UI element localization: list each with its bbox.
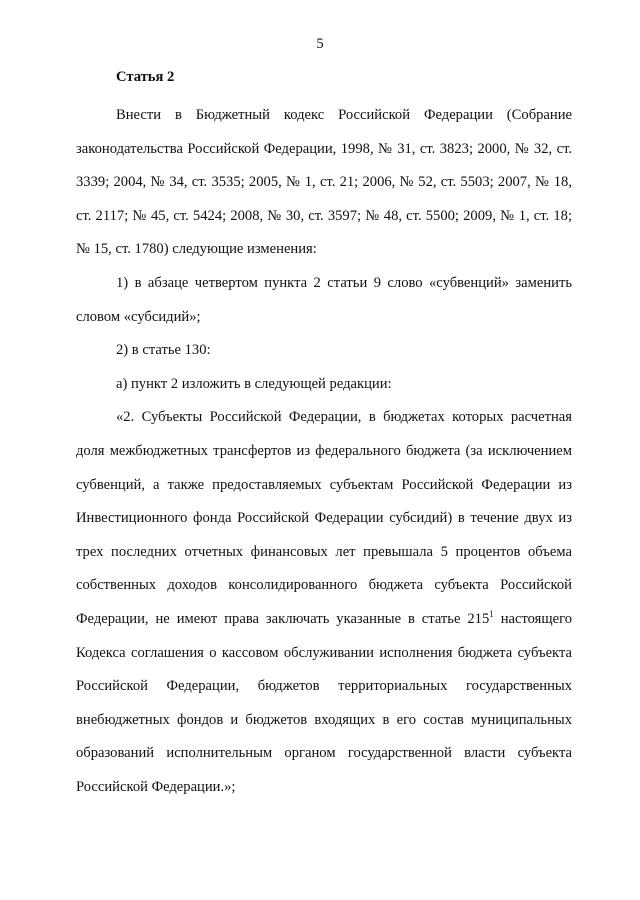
quote-text-before: «2. Субъекты Российской Федерации, в бюджетах которых расчетная доля межбюджетных трансфертов из федерального бюджета (за исключением субвенций, а также предоставляемых субъектам Российской Федерации из Инвестиционного фонда Российской Федерации субсидий) в течение двух из трех последних отчетных финансовых лет превышала 5 процентов объема собственных доходов консолидированного бюджета субъекта Российской Федерации, не имеют права заключать указанные в статье 215 [76,409,572,627]
amendment-item-2a: а) пункт 2 изложить в следующей редакции: [116,375,392,392]
quoted-paragraph [76,401,572,804]
amendment-item-1: 1) в абзаце четвертом пункта 2 статьи 9 слово «субвенций» заменить словом «субсидий»; [76,274,572,325]
article-superscript: 1 [489,608,494,619]
quote-text-after: настоящего Кодекса соглашения о кассовом обслуживании исполнения бюджета субъекта Российской Федерации, бюджетов территориальных государственных внебюджетных фондов и бюджетов входящих в его состав муниципальных образований исполнительным органом государственной власти субъекта Российской Федерации.»; [76,610,573,795]
article-heading: Статья 2 [116,69,175,85]
intro-paragraph: Внести в Бюджетный кодекс Российской Федерации (Собрание законодательства Российской Федерации, 1998, № 31, ст. 3823; 2000, № 32, ст. 3339; 2004, № 34, ст. 3535; 2005, № 1, ст. 21; 2006, № 52, ст. 5503; 2007, № 18, ст. 2117; № 45, ст. 5424; 2008, № 30, ст. 3597; № 48, ст. 5500; 2009, № 1, ст. 18; № 15, ст. 1780) следующие изменения: [76,107,572,258]
page-number: 5 [316,36,324,52]
amendment-item-2: 2) в статье 130: [116,342,211,359]
article-body [76,62,572,804]
